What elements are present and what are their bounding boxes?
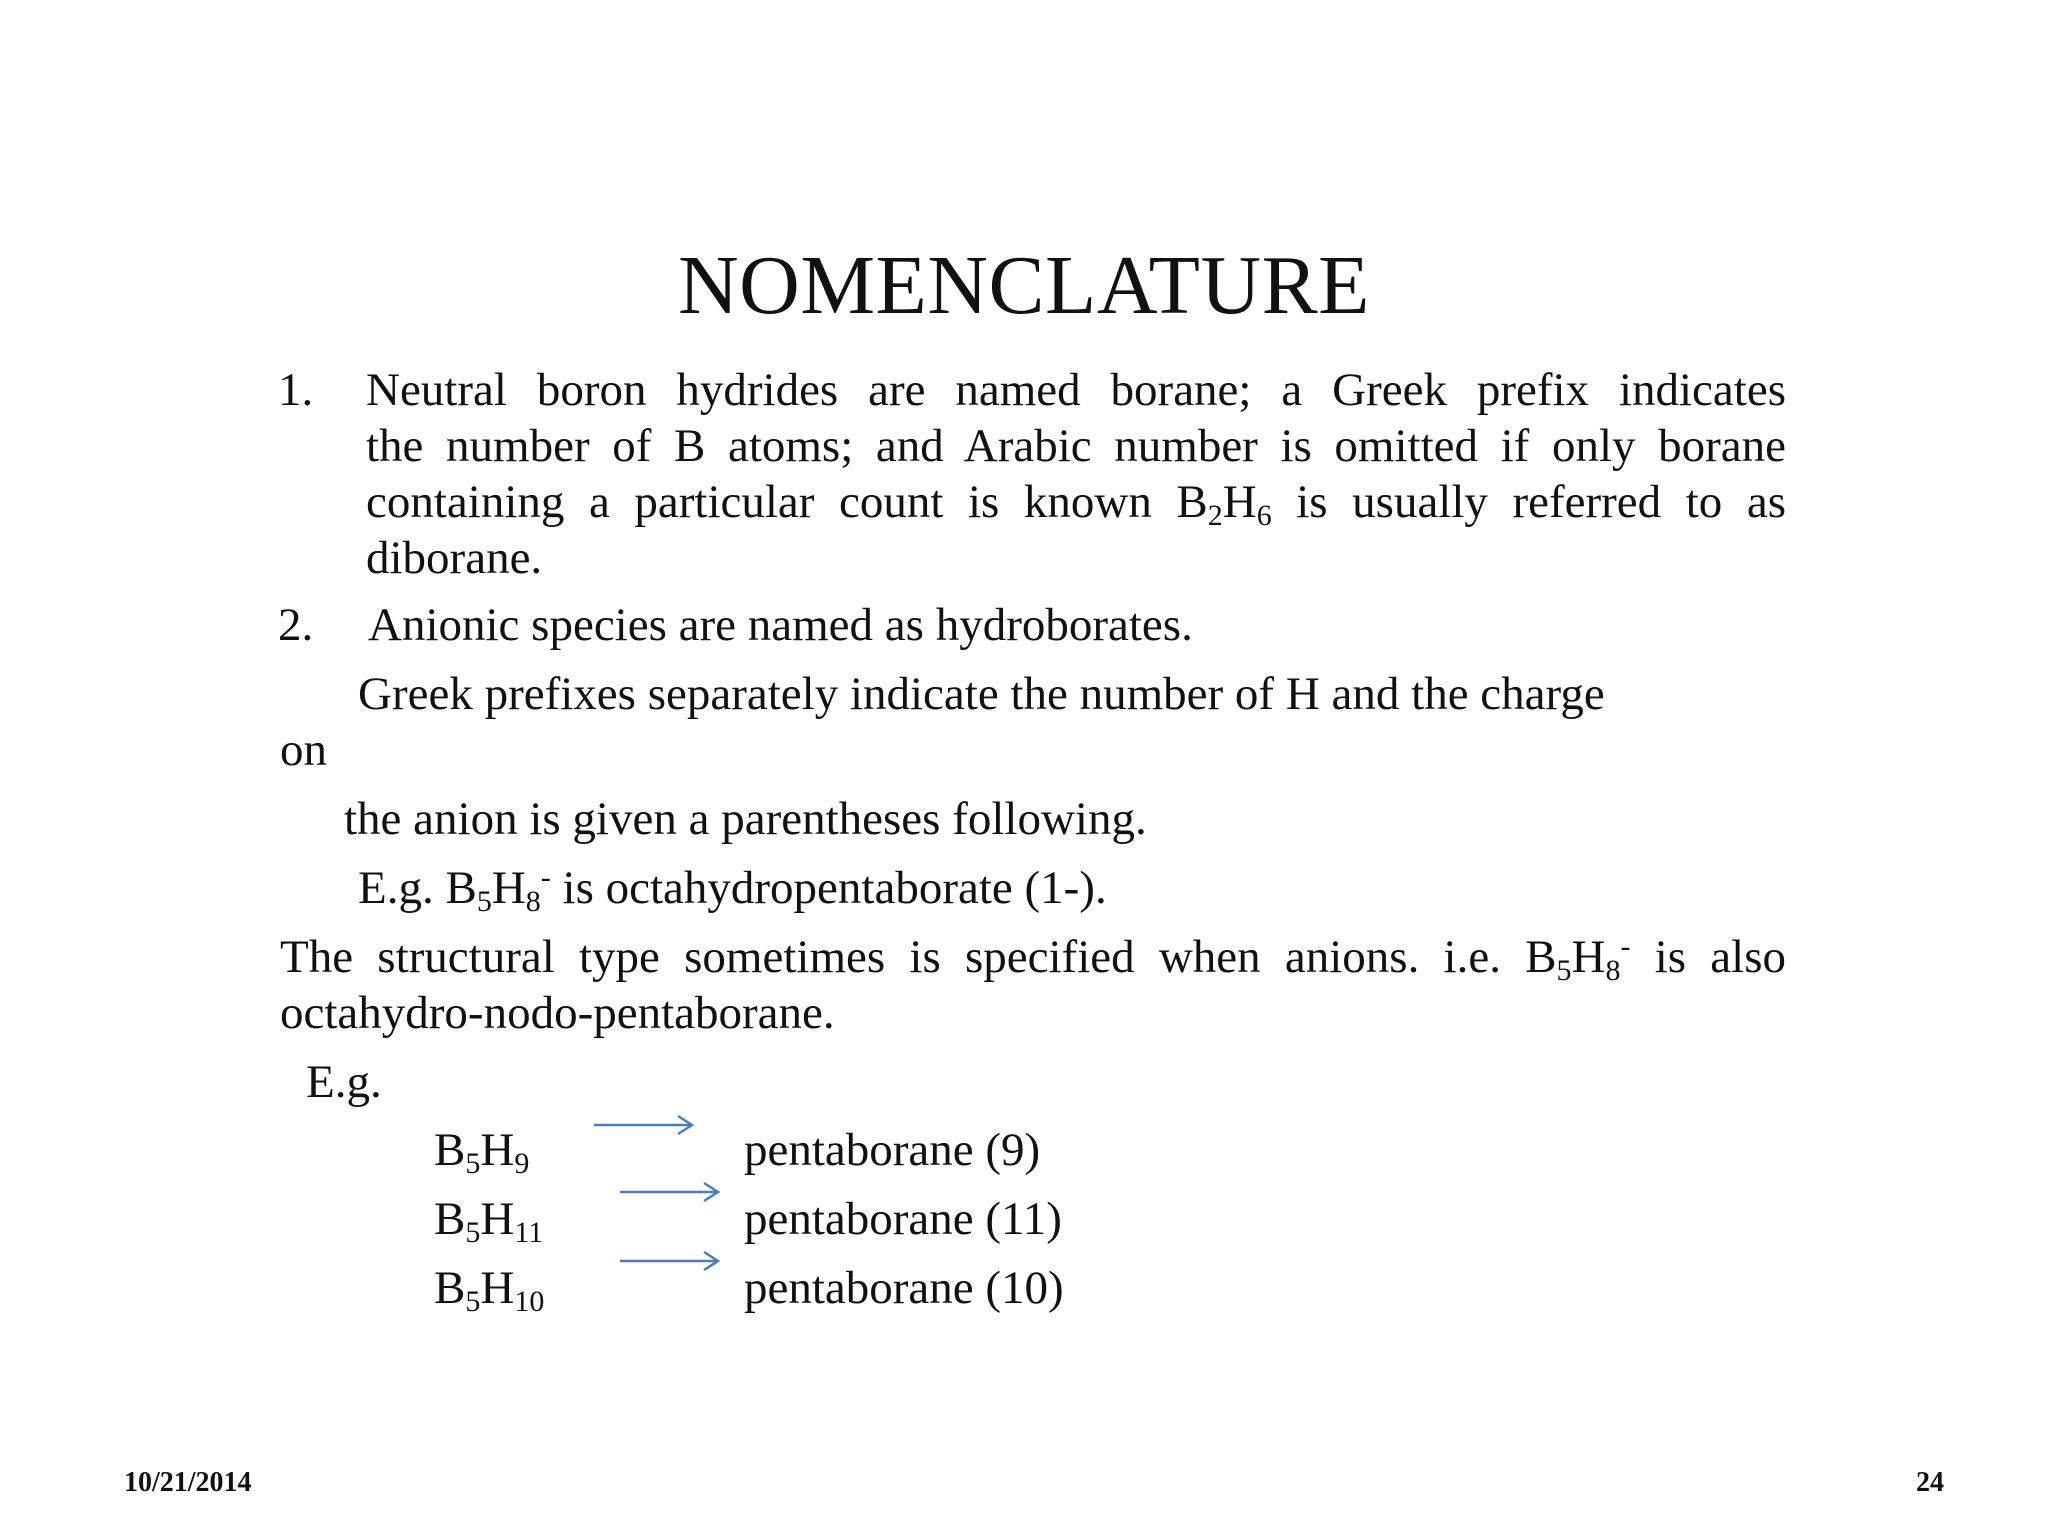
subscript: 5 (465, 1216, 481, 1249)
structural-text: The structural type sometimes is specified when anions. i.e. B (280, 931, 1557, 983)
formula-b5h9 (434, 1122, 529, 1178)
formula-name-pentaborane-11: pentaborane (11) (744, 1193, 1062, 1245)
item-1-line-3-tail: is usually referred to as (1271, 476, 1786, 528)
example-octahydropentaborate (358, 860, 1107, 916)
right-arrow-icon (618, 1180, 722, 1204)
element-b: B (434, 1124, 466, 1176)
formula-b5h10 (434, 1260, 544, 1316)
structural-type-line-2: octahydro-nodo-pentaborane. (280, 987, 835, 1039)
formula-name-pentaborane-9: pentaborane (9) (744, 1124, 1041, 1176)
paragraph-on: on (280, 724, 327, 776)
subscript: 8 (525, 885, 541, 918)
element-b: B (434, 1193, 466, 1245)
subscript: 8 (1605, 954, 1621, 987)
element-h: H (1571, 931, 1606, 983)
right-arrow-icon (618, 1249, 722, 1273)
element-h: H (480, 1262, 515, 1314)
element-h: H (1222, 476, 1257, 528)
superscript-charge: - (1620, 930, 1631, 963)
subscript: 11 (514, 1216, 544, 1249)
item-1-line-3 (366, 474, 1786, 530)
subscript: 6 (1256, 499, 1272, 532)
item-1-line-1: Neutral boron hydrides are named borane; a Greek prefix indicates (366, 364, 1786, 416)
subscript: 10 (514, 1285, 545, 1318)
subscript: 9 (514, 1147, 530, 1180)
eg-label: E.g. (306, 1056, 382, 1108)
example-text-tail: is octahydropentaborate (1-). (550, 862, 1107, 914)
element-b: B (434, 1262, 466, 1314)
page-number: 24 (1916, 1467, 1944, 1498)
item-2-number: 2. (278, 599, 314, 651)
subscript: 5 (465, 1147, 481, 1180)
formula-b5h11 (434, 1191, 543, 1247)
subscript: 2 (1207, 499, 1223, 532)
item-1-line-3-text: containing a particular count is known B (366, 476, 1208, 528)
subscript: 5 (465, 1285, 481, 1318)
structural-text-tail: is also (1630, 931, 1786, 983)
slide-title: NOMENCLATURE (678, 239, 1370, 332)
item-2-text: Anionic species are named as hydroborates. (368, 599, 1193, 651)
superscript-charge: - (540, 861, 551, 894)
paragraph-greek-prefixes: Greek prefixes separately indicate the number of H and the charge (358, 668, 1605, 720)
paragraph-anion: the anion is given a parentheses following. (344, 793, 1147, 845)
example-text: E.g. B (358, 862, 477, 914)
subscript: 5 (476, 885, 492, 918)
item-1-line-2: the number of B atoms; and Arabic number is omitted if only borane (366, 420, 1786, 472)
element-h: H (491, 862, 526, 914)
footer-date: 10/21/2014 (124, 1467, 252, 1498)
item-1-line-4: diborane. (366, 532, 543, 584)
item-1-number: 1. (278, 364, 314, 416)
subscript: 5 (1556, 954, 1572, 987)
structural-type-line-1 (280, 929, 1786, 985)
formula-name-pentaborane-10: pentaborane (10) (744, 1262, 1064, 1314)
element-h: H (480, 1124, 515, 1176)
element-h: H (480, 1193, 515, 1245)
right-arrow-icon (592, 1113, 696, 1137)
